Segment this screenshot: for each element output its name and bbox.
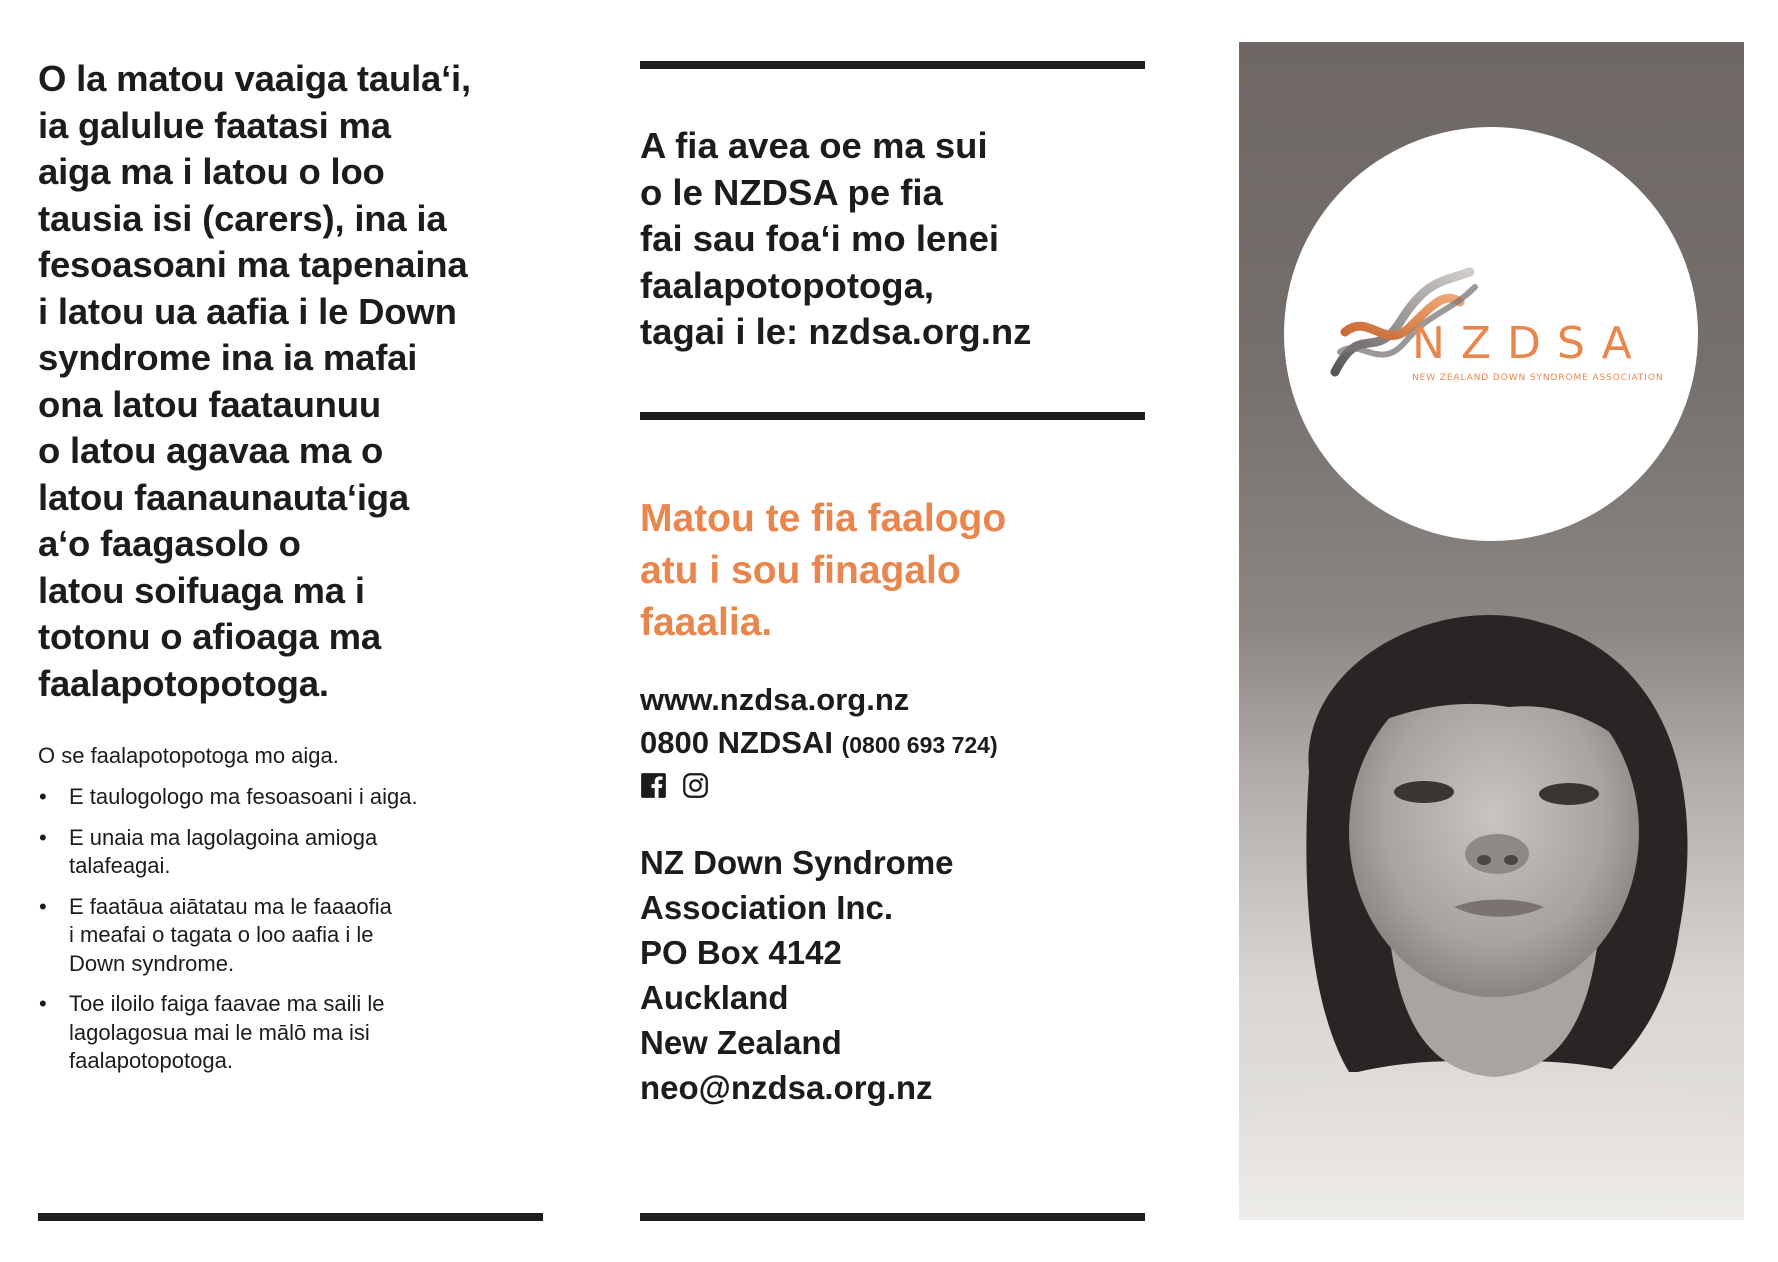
top-divider <box>640 61 1145 69</box>
vision-line: aiga ma i latou o loo <box>38 151 385 192</box>
address-line: New Zealand <box>640 1024 842 1061</box>
child-photo <box>1239 602 1744 1220</box>
vision-line: i latou ua aafia i le Down <box>38 290 457 332</box>
feedback-line: Matou te fia faalogo <box>640 497 1007 540</box>
middle-divider <box>640 412 1145 420</box>
logo-wordmark: NZDSA <box>1412 318 1648 369</box>
callout-line: faalapotopotoga, <box>640 264 935 306</box>
postal-address <box>640 840 954 1110</box>
address-line: NZ Down Syndrome <box>640 844 954 881</box>
phone-digits: (0800 693 724) <box>841 732 998 758</box>
list-item-line: lagolagosua mai le mālō ma isi <box>69 1019 370 1045</box>
vision-statement <box>38 56 558 707</box>
feedback-line: faaalia. <box>640 601 773 644</box>
logo-badge <box>1284 127 1698 541</box>
callout-line: tagai i le: nzdsa.org.nz <box>640 311 1032 352</box>
list-item-line: faalapotopotoga. <box>69 1048 233 1073</box>
phone-main: 0800 NZDSAI <box>640 725 833 760</box>
website-link[interactable]: www.nzdsa.org.nz <box>640 682 910 717</box>
list-item <box>38 893 538 979</box>
vision-line: totonu o afioaga ma <box>38 616 381 657</box>
facebook-icon[interactable] <box>640 772 667 799</box>
list-item-line: • Toe iloilo faiga faavae ma saili le <box>69 991 385 1016</box>
vision-line: O la matou vaaiga taula‘i, <box>38 58 471 99</box>
left-panel <box>38 0 558 1262</box>
vision-line: faalapotopotoga. <box>38 662 329 704</box>
vision-line: latou faanaunauta‘iga <box>38 476 409 518</box>
middle-panel <box>640 0 1160 1262</box>
vision-line: fesoasoani ma tapenaina <box>38 244 468 285</box>
list-item-line: • E unaia ma lagolagoina amioga <box>69 824 378 850</box>
vision-line: a‘o faagasolo o <box>38 523 301 564</box>
membership-callout <box>640 123 1031 356</box>
list-item-line: • E faatāua aiātatau ma le faaaofia <box>69 893 392 919</box>
address-line: Auckland <box>640 979 789 1016</box>
callout-line: fai sau foa‘i mo lenei <box>640 218 1000 259</box>
list-item <box>38 990 538 1076</box>
list-item <box>38 783 538 812</box>
vision-line: o latou agavaa ma o <box>38 430 384 471</box>
phone-number[interactable] <box>640 721 998 767</box>
vision-line: ona latou faataunuu <box>38 383 381 425</box>
callout-line: A fia avea oe ma sui <box>640 125 988 166</box>
logo-subtitle: NEW ZEALAND DOWN SYNDROME ASSOCIATION <box>1412 373 1664 383</box>
bottom-divider <box>38 1213 543 1221</box>
email-link[interactable]: neo@nzdsa.org.nz <box>640 1069 933 1106</box>
list-item-line: talafeagai. <box>69 853 171 878</box>
vision-line: syndrome ina ia mafai <box>38 337 418 378</box>
cover-photo-panel <box>1239 42 1744 1220</box>
list-item-line: i meafai o tagata o loo aafia i le <box>69 922 374 947</box>
instagram-icon[interactable] <box>682 772 709 799</box>
intro-text: O se faalapotopotoga mo aiga. <box>38 743 339 768</box>
feedback-line: atu i sou finagalo <box>640 549 961 592</box>
list-item-line: • E taulogologo ma fesoasoani i aiga. <box>69 784 418 809</box>
vision-line: ia galulue faatasi ma <box>38 104 391 146</box>
services-list <box>38 783 538 1088</box>
address-line: PO Box 4142 <box>640 934 842 971</box>
bottom-divider <box>640 1213 1145 1221</box>
callout-line: o le NZDSA pe fia <box>640 171 943 213</box>
list-item <box>38 824 538 881</box>
contact-block <box>640 678 998 767</box>
feedback-heading <box>640 493 1006 649</box>
vision-line: tausia isi (carers), ina ia <box>38 197 447 239</box>
address-line: Association Inc. <box>640 889 894 926</box>
list-item-line: Down syndrome. <box>69 950 235 976</box>
social-links <box>640 772 709 799</box>
vision-line: latou soifuaga ma i <box>38 569 365 611</box>
